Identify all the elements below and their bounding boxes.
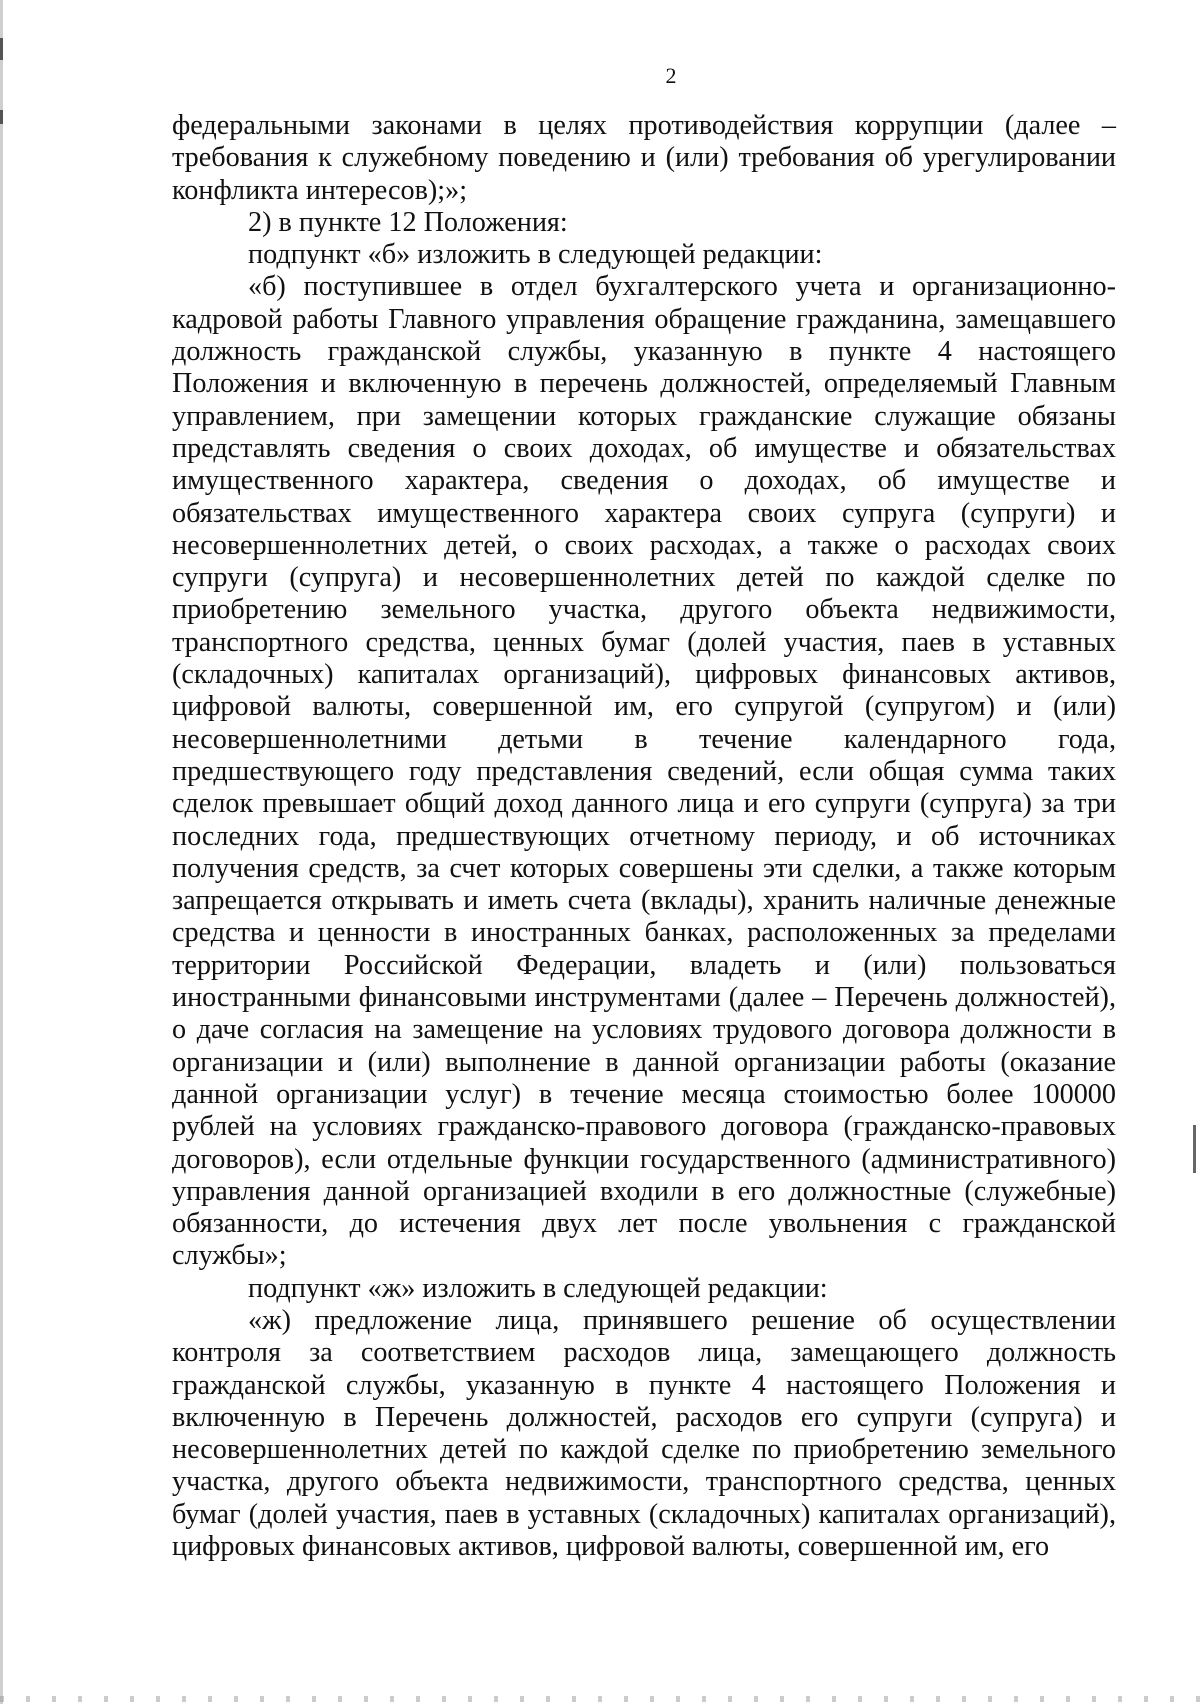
paragraph-subitem-b-text: «б) поступившее в отдел бухгалтерского учета и организационно-кадровой работы Главного управления обращение гражданина, замещавшего должность гражданской службы, указанную в пункте 4 настоящего Положения и включенную в перечень должностей, определяемый Главным управлением, при замещении которых гражданские служащие обязаны представлять сведения о своих доходах, об имуществе и обязательствах имущественного характера, сведения о доходах, об имуществе и обязательствах имущественного характера своих супруга (супруги) и несовершеннолетних детей, о своих расходах, а также о расходах своих супруги (супруга) и несовершеннолетних детей по каждой сделке по приобретению земельного участка, другого объекта недвижимости, транспортного средства, ценных бумаг (долей участия, паев в уставных (складочных) капиталах организаций), цифровых финансовых активов, цифровой валюты, совершенной им, его супругой (супругом) и (или) несовершеннолетними детьми в течение календарного года, предшествующего году представления сведений, если общая сумма таких сделок превышает общий доход данного лица и его супруги (супруга) за три последних года, предшествующих отчетному периоду, и об источниках получения средств, за счет которых совершены эти сделки, а также которым запрещается открывать и иметь счета (вклады), хранить наличные денежные средства и ценности в иностранных банках, расположенных за пределами территории Российской Федерации, владеть и (или) пользоваться иностранными финансовыми инструментами (далее – Перечень должностей), о даче согласия на замещение на условиях трудового договора должности в организации и (или) выполнение в данной организации работы (оказание данной организации услуг) в течение месяца стоимостью более 100000 рублей на условиях гражданско-правового договора (гражданско-правовых договоров), если отдельные функции государственного (административного) управления данной организацией входили в его должностные (служебные) обязанности, до истечения двух лет после увольнения с гражданской службы»;: [172, 271, 1116, 1272]
scan-artifact: [1193, 1125, 1196, 1173]
paragraph-subitem-zh-heading: подпункт «ж» изложить в следующей редакции:: [248, 1272, 828, 1304]
scan-left-edge: [0, 0, 3, 1704]
paragraph-subitem-b-heading: подпункт «б» изложить в следующей редакции:: [248, 239, 823, 271]
scan-bottom-noise: [0, 1696, 1200, 1702]
page-number: 2: [665, 63, 677, 88]
paragraph-subitem-zh-text: «ж) предложение лица, принявшего решение об осуществлении контроля за соответствием расходов лица, замещающего должность гражданской службы, указанную в пункте 4 настоящего Положения и включенную в Перечень должностей, расходов его супруги (супруга) и несовершеннолетних детей по каждой сделке по приобретению земельного участка, другого объекта недвижимости, транспортного средства, ценных бумаг (долей участия, паев в уставных (складочных) капиталах организаций), цифровых финансовых активов, цифровой валюты, совершенной им, его: [172, 1304, 1116, 1563]
paragraph-continuation: федеральными законами в целях противодействия коррупции (далее – требования к служебному поведению и (или) требования об урегулировании конфликта интересов);»;: [172, 110, 1116, 206]
scan-artifact: [0, 110, 3, 124]
paragraph-item-2: 2) в пункте 12 Положения:: [248, 206, 568, 238]
document-body: [172, 110, 1116, 1563]
scan-artifact: [0, 38, 3, 60]
